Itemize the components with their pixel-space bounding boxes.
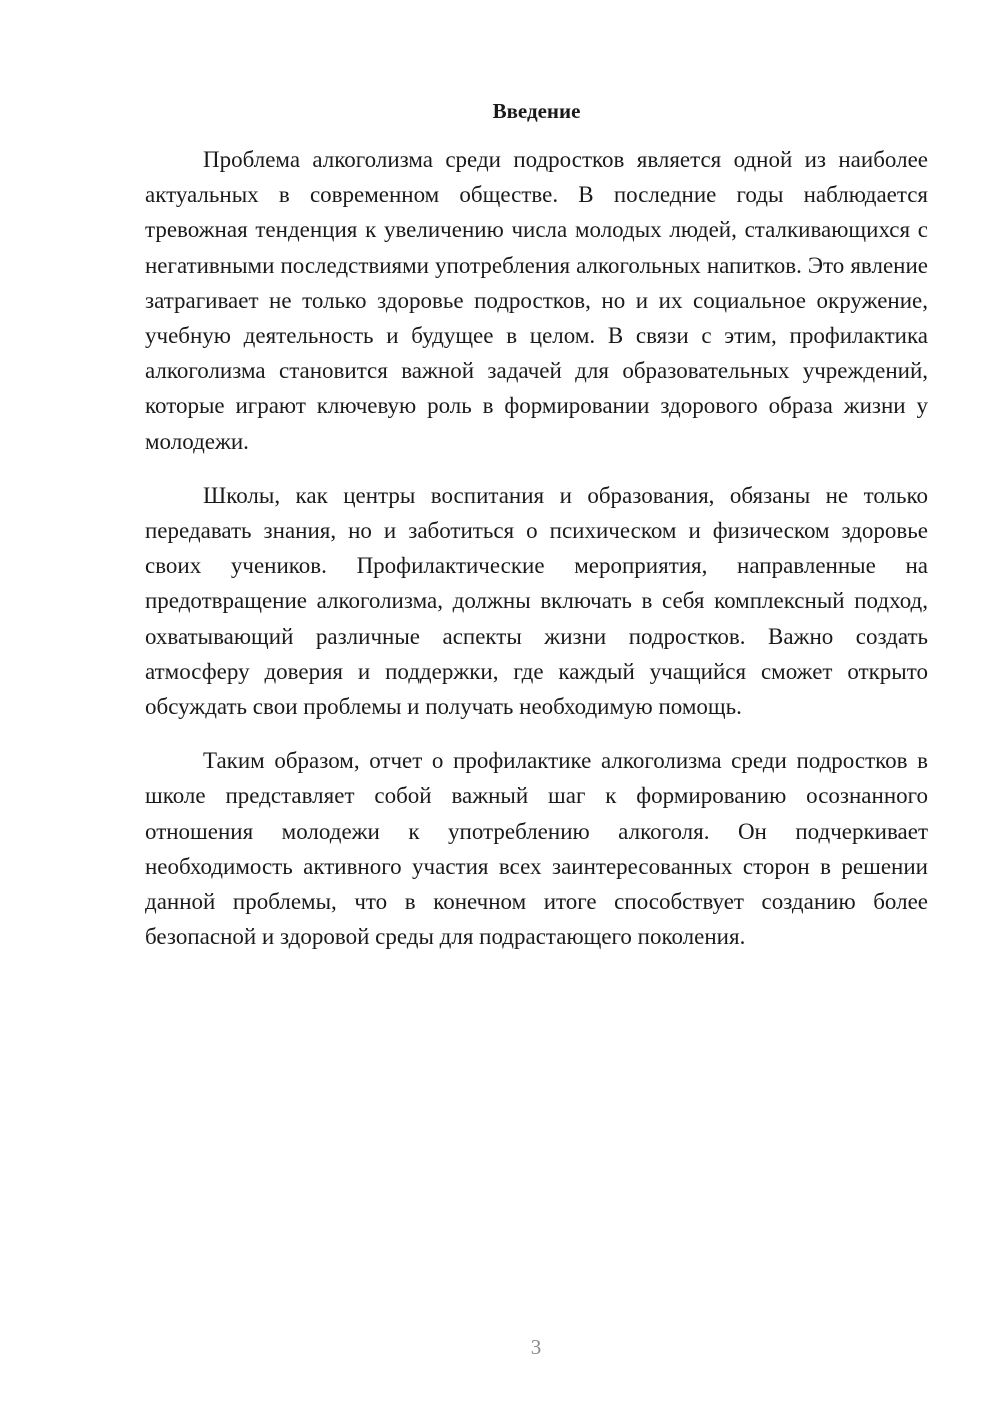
- paragraph-1: Проблема алкоголизма среди подростков является одной из наиболее актуальных в современном обществе. В последние годы наблюдается тревожная тенденция к увеличению числа молодых людей, сталкивающихся с негативными последствиями употребления алкогольных напитков. Это явление затрагивает не только здоровье подростков, но и их социальное окружение, учебную деятельность и будущее в целом. В связи с этим, профилактика алкоголизма становится важной задачей для образовательных учреждений, которые играют ключевую роль в формировании здорового образа жизни у молодежи.: [145, 147, 928, 454]
- section-heading: Введение: [492, 99, 581, 123]
- page-number: 3: [530, 1335, 542, 1359]
- body-text: [145, 142, 928, 973]
- paragraph-2: Школы, как центры воспитания и образования, обязаны не только передавать знания, но и заботиться о психическом и физическом здоровье своих учеников. Профилактические мероприятия, направленные на предотвращение алкоголизма, должны включать в себя комплексный подход, охватывающий различные аспекты жизни подростков. Важно создать атмосферу доверия и поддержки, где каждый учащийся сможет открыто обсуждать свои проблемы и получать необходимую помощь.: [145, 482, 928, 720]
- paragraph-3: Таким образом, отчет о профилактике алкоголизма среди подростков в школе представляет собой важный шаг к формированию осознанного отношения молодежи к употреблению алкоголя. Он подчеркивает необходимость активного участия всех заинтересованных сторон в решении данной проблемы, что в конечном итоге способствует созданию более безопасной и здоровой среды для подрастающего поколения.: [145, 748, 928, 950]
